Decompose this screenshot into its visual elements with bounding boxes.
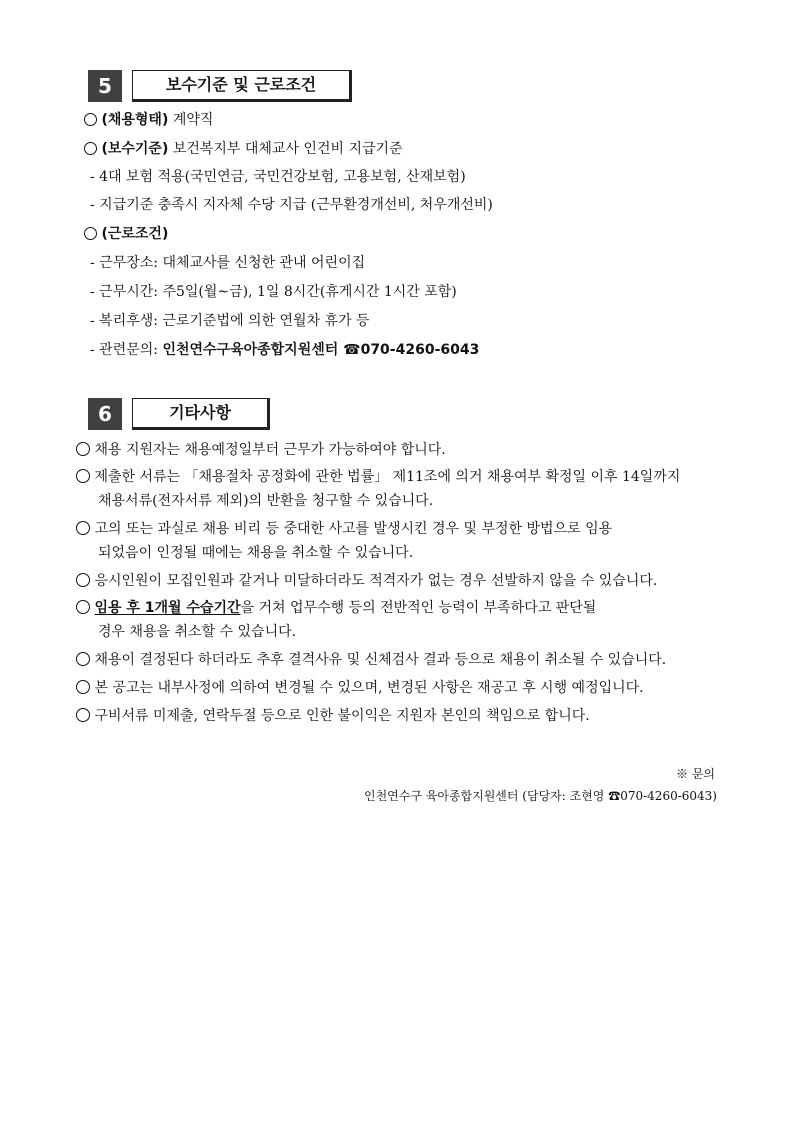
employment-type-label: (채용형태) [101, 112, 169, 128]
section-6-title: 기타사항 [132, 398, 270, 430]
circle-bullet-icon [76, 469, 90, 483]
pay-item-allowance: - 지급기준 충족시 지자체 수당 지급 (근무환경개선비, 처우개선비) [90, 197, 493, 213]
notice-item: 제출한 서류는 「채용절차 공정화에 관한 법률」 제11조에 의거 채용여부 확정일 이후 14일까지 [76, 467, 680, 487]
pay-standard-label: (보수기준) [101, 141, 169, 157]
condition-item-inquiry [90, 340, 479, 360]
pay-item-insurance: - 4대 보험 적용(국민연금, 국민건강보험, 고용보험, 산재보험) [90, 169, 466, 185]
notice-item: 채용이 결정된다 하더라도 추후 결격사유 및 신체검사 결과 등으로 채용이 취소될 수 있습니다. [76, 650, 666, 670]
notice-item: 채용 지원자는 채용예정일부터 근무가 가능하여야 합니다. [76, 440, 446, 460]
condition-item-hours: - 근무시간: 주5일(월~금), 1일 8시간(휴게시간 1시간 포함) [90, 284, 457, 300]
circle-bullet-icon [76, 652, 90, 666]
circle-bullet-icon [76, 680, 90, 694]
notice-item-continuation: 채용서류(전자서류 제외)의 반환을 청구할 수 있습니다. [98, 493, 434, 509]
circle-bullet-icon [84, 227, 97, 240]
circle-bullet-icon [76, 708, 90, 722]
section-5-title: 보수기준 및 근로조건 [132, 70, 352, 102]
notice-item: 본 공고는 내부사정에 의하여 변경될 수 있으며, 변경된 사항은 재공고 후 시행 예정입니다. [76, 678, 644, 698]
notice-item-continuation: 경우 채용을 취소할 수 있습니다. [98, 624, 297, 640]
footer-note: ※ 문의 [676, 767, 715, 781]
notice-item-probation [76, 598, 596, 618]
probation-emphasis: 임용 후 1개월 수습기간 [94, 600, 241, 616]
notice-item: 구비서류 미제출, 연락두절 등으로 인한 불이익은 지원자 본인의 책임으로 합니다. [76, 706, 590, 726]
notice-item: 고의 또는 과실로 채용 비리 등 중대한 사고를 발생시킨 경우 및 부정한 방법으로 임용 [76, 519, 612, 539]
footer-contact: 인천연수구 육아종합지원센터 (담당자: 조현영 ☎070-4260-6043) [363, 789, 717, 803]
employment-type-row [84, 110, 213, 130]
condition-item-location: - 근무장소: 대체교사를 신청한 관내 어린이집 [90, 255, 366, 271]
inquiry-prefix: - 관련문의: [90, 342, 163, 358]
conditions-label: (근로조건) [101, 226, 169, 242]
circle-bullet-icon [84, 142, 97, 155]
section-6-number: 6 [88, 398, 122, 430]
circle-bullet-icon [76, 573, 90, 587]
circle-bullet-icon [84, 113, 97, 126]
section-5-number: 5 [88, 70, 122, 102]
circle-bullet-icon [76, 442, 90, 456]
circle-bullet-icon [76, 521, 90, 535]
condition-item-benefits: - 복리후생: 근로기준법에 의한 연월차 휴가 등 [90, 313, 370, 329]
inquiry-value: 인천연수구육아종합지원센터 ☎070-4260-6043 [162, 342, 480, 358]
probation-rest: 을 거쳐 업무수행 등의 전반적인 능력이 부족하다고 판단될 [240, 600, 597, 616]
pay-standard-value: 보건복지부 대체교사 인건비 지급기준 [172, 141, 403, 157]
conditions-row [84, 224, 168, 244]
notice-item: 응시인원이 모집인원과 같거나 미달하더라도 적격자가 없는 경우 선발하지 않을 수 있습니다. [76, 571, 657, 591]
pay-standard-row [84, 139, 403, 159]
employment-type-value: 계약직 [172, 112, 214, 128]
notice-item-continuation: 되었음이 인정될 때에는 채용을 취소할 수 있습니다. [98, 545, 414, 561]
circle-bullet-icon [76, 600, 90, 614]
